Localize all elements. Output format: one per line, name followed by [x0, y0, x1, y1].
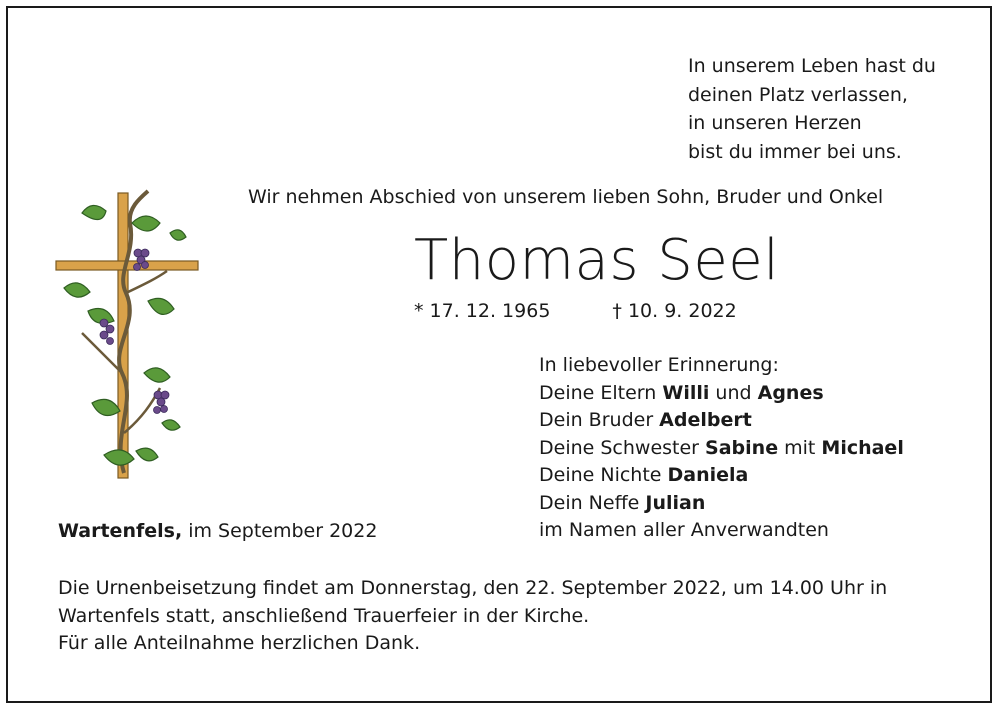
quote-line: in unseren Herzen [688, 112, 862, 134]
notice-line: Für alle Anteilnahme herzlichen Dank. [58, 632, 421, 654]
family-list [539, 352, 904, 545]
death-date: † 10. 9. 2022 [612, 300, 737, 322]
cross-with-vine-icon [52, 183, 202, 483]
intro-text: Wir nehmen Abschied von unserem lieben Sohn, Bruder und Onkel [248, 186, 884, 208]
birth-date: * 17. 12. 1965 [414, 300, 551, 322]
quote-line: deinen Platz verlassen, [688, 83, 908, 106]
quote-line: In unserem Leben hast du [688, 55, 936, 77]
notice-line: Wartenfels statt, anschließend Trauerfeier in der Kirche. [58, 604, 590, 627]
family-heading: In liebevoller Erinnerung: [539, 354, 779, 376]
funeral-notice [58, 575, 887, 658]
family-sister: Deine Schwester Sabine mit Michael [539, 436, 904, 459]
quote-line: bist du immer bei uns. [688, 140, 902, 163]
family-brother: Dein Bruder Adelbert [539, 409, 752, 431]
family-niece: Deine Nichte Daniela [539, 464, 749, 486]
deceased-name: Thomas Seel [414, 228, 780, 293]
family-closing: im Namen aller Anverwandten [539, 519, 829, 541]
family-nephew: Dein Neffe Julian [539, 491, 706, 514]
quote [688, 53, 936, 167]
life-dates [414, 298, 737, 326]
place-date [58, 518, 377, 546]
family-parents: Deine Eltern Willi und Agnes [539, 381, 824, 404]
month: im September 2022 [182, 520, 378, 542]
town: Wartenfels, [58, 520, 183, 542]
notice-line: Die Urnenbeisetzung findet am Donnerstag, den 22. September 2022, um 14.00 Uhr in [58, 577, 888, 599]
